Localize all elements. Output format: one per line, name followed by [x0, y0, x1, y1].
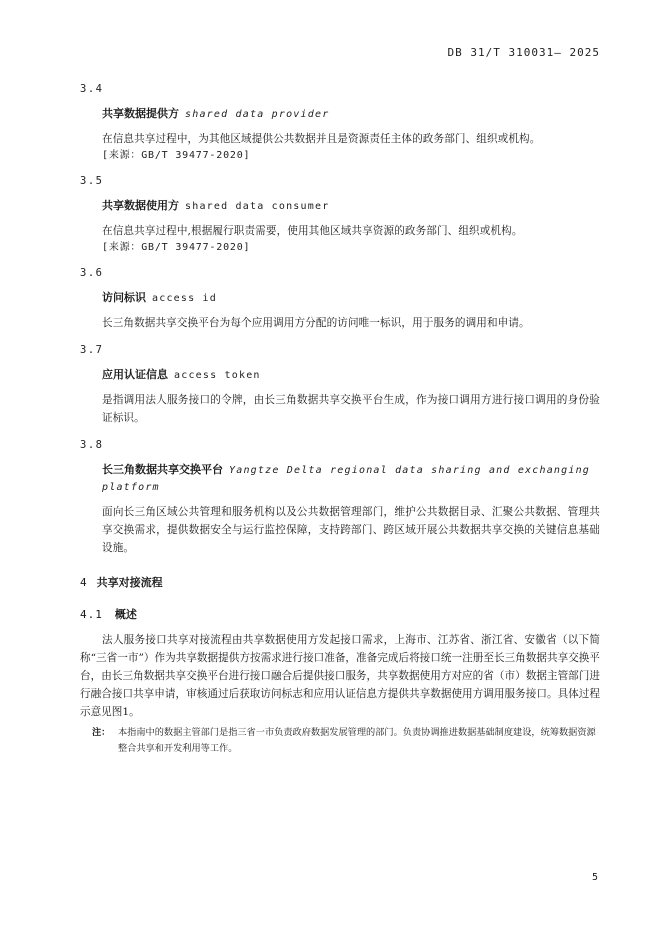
term-entry-3-6 — [80, 266, 600, 332]
term-english: Yangtze Delta regional data sharing and exchanging platform — [102, 465, 591, 493]
term-definition: 在信息共享过程中，为其他区域提供公共数据并且是资源责任主体的政务部门、组织或机构。 — [102, 133, 541, 145]
document-id-header: DB 31/T 310031— 2025 — [447, 46, 600, 59]
term-entry-3-4 — [80, 82, 600, 163]
note-text: 本指南中的数据主管部门是指三省一市负责政府数据发展管理的部门。负责协调推进数据基础制度建设，统筹数据资源整合共享和开发利用等工作。 — [118, 727, 596, 754]
term-heading — [102, 290, 600, 307]
term-heading — [102, 367, 600, 384]
term-number: 3.4 — [80, 83, 104, 95]
note — [80, 725, 600, 757]
term-english: access id — [152, 293, 217, 304]
term-english: shared data provider — [185, 109, 330, 120]
term-number: 3.7 — [80, 344, 104, 356]
term-heading — [102, 462, 600, 496]
term-number: 3.8 — [80, 439, 104, 451]
page-number: 5 — [591, 872, 598, 883]
term-source: [来源：GB/T 39477-2020] — [102, 150, 251, 161]
term-entry-3-8 — [80, 438, 600, 557]
section-heading — [80, 575, 600, 591]
term-chinese: 应用认证信息 — [102, 368, 168, 381]
term-entry-3-5 — [80, 174, 600, 255]
term-chinese: 共享数据提供方 — [102, 107, 179, 120]
term-definition: 面向长三角区域公共管理和服务机构以及公共数据管理部门，维护公共数据目录、汇聚公共数据、管理共享交换需求，提供数据安全与运行监控保障，支持跨部门、跨区域开展公共数据共享交换的关键信息基础设施。 — [102, 506, 600, 554]
subsection-number: 4.1 — [80, 608, 103, 621]
term-definition: 是指调用法人服务接口的令牌，由长三角数据共享交换平台生成，作为接口调用方进行接口调用的身份验证标识。 — [102, 394, 600, 424]
term-number: 3.6 — [80, 267, 104, 279]
term-english: access token — [174, 370, 261, 381]
subsection-title: 概述 — [114, 608, 137, 621]
term-entry-3-7 — [80, 343, 600, 427]
section-number: 4 — [80, 576, 87, 589]
section-title: 共享对接流程 — [96, 576, 163, 589]
term-definition: 在信息共享过程中,根据履行职责需要，使用其他区域共享资源的政务部门、组织或机构。 — [102, 225, 523, 237]
note-label: 注： — [92, 727, 111, 738]
overview-paragraph: 法人服务接口共享对接流程由共享数据使用方发起接口需求，上海市、江苏省、浙江省、安徽省（以下简称“三省一市”）作为共享数据提供方按需求进行接口准备，准备完成后将接口统一注册至长三角数据共享交换平台，由长三角数据共享交换平台进行接口融合后提供接口服务，共享数据使用方对应的省（市）数据主管部门进行融合接口共享申请，审核通过后获取访问标志和应用认证信息方提供共享数据使用方调用服务接口。具体过程示意见图1。 — [80, 634, 600, 718]
term-chinese: 访问标识 — [102, 291, 146, 304]
term-heading — [102, 106, 600, 123]
term-definition: 长三角数据共享交换平台为每个应用调用方分配的访问唯一标识，用于服务的调用和申请。 — [102, 317, 530, 329]
term-english: shared data consumer — [185, 201, 330, 212]
term-chinese: 共享数据使用方 — [102, 199, 179, 212]
term-heading — [102, 198, 600, 215]
subsection-heading — [80, 607, 600, 623]
term-source: [来源：GB/T 39477-2020] — [102, 242, 251, 253]
page-content — [80, 82, 600, 757]
term-chinese: 长三角数据共享交换平台 — [102, 463, 223, 476]
term-number: 3.5 — [80, 175, 104, 187]
